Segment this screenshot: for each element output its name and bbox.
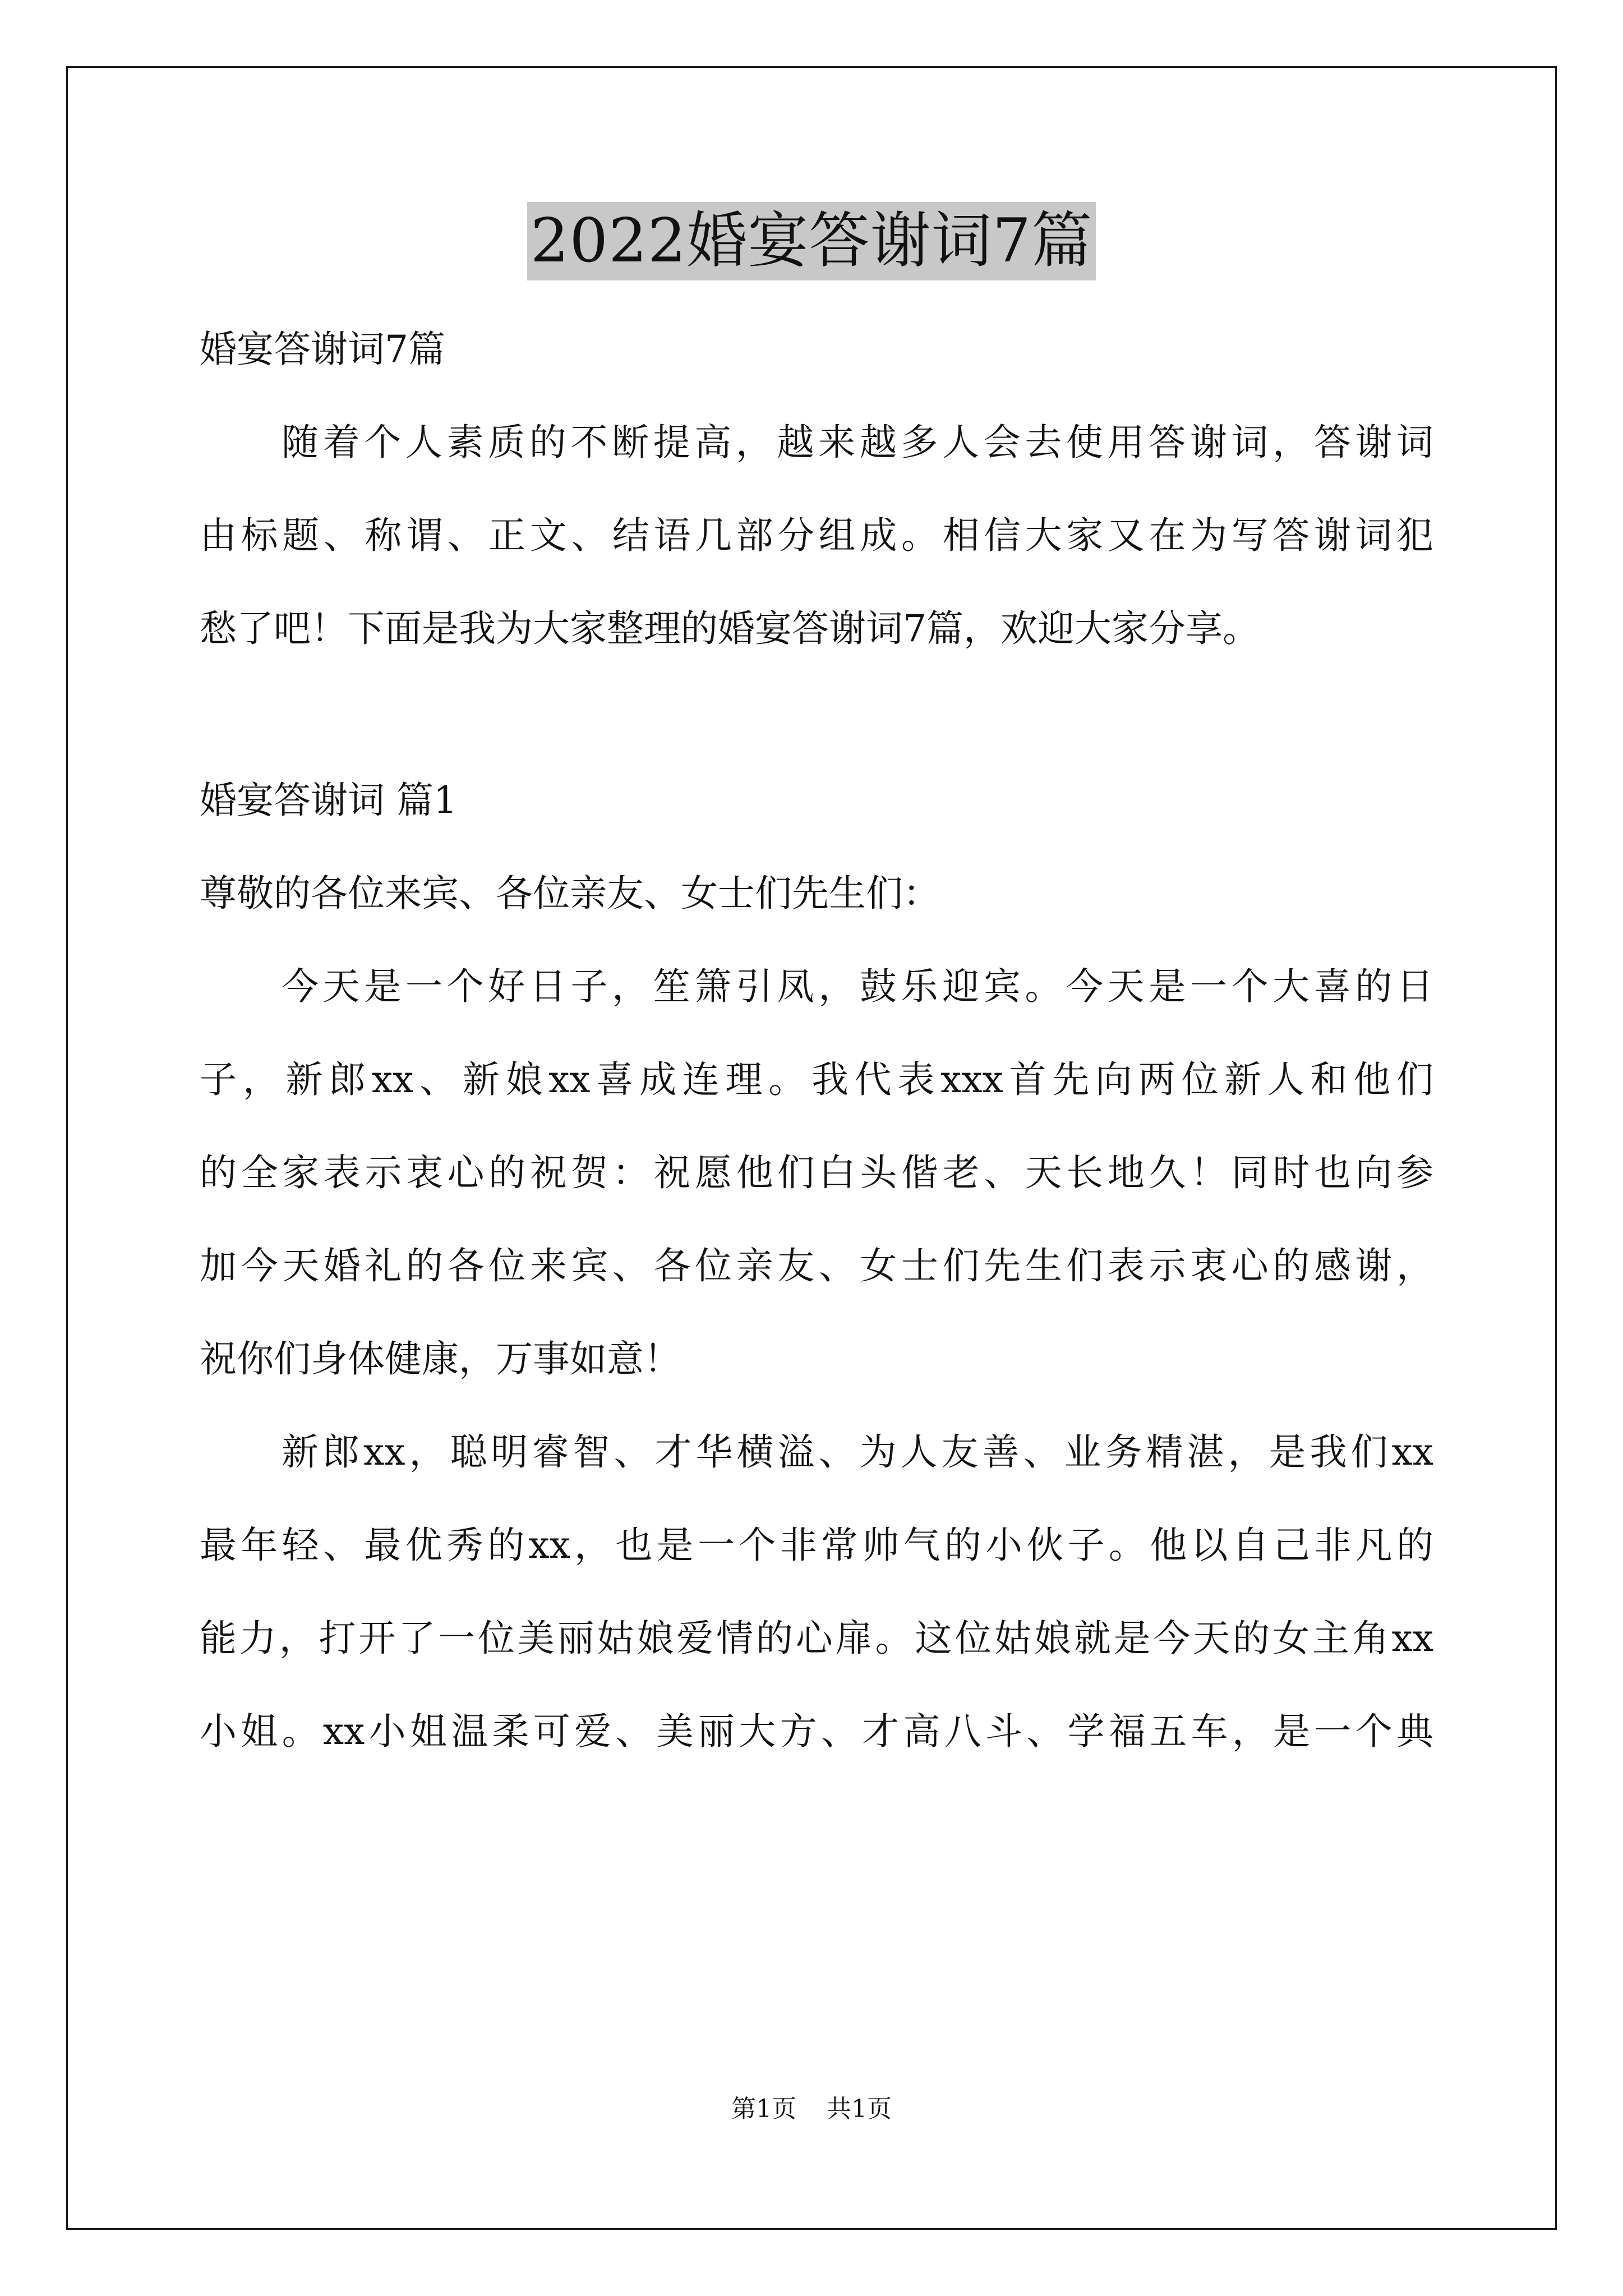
section-heading: 婚宴答谢词 篇1 [200,779,457,822]
paragraph2-line: 新郎xx，聪明睿智、才华横溢、为人友善、业务精湛，是我们xx [282,1430,1433,1474]
page-total: 共1页 [827,2095,892,2123]
document-title: 2022婚宴答谢词7篇 [527,202,1096,280]
page-number: 第1页 [731,2095,796,2123]
paragraph2-line: 能力，打开了一位美丽姑娘爱情的心扉。这位姑娘就是今天的女主角xx [200,1617,1433,1660]
paragraph1-line: 祝你们身体健康，万事如意！ [200,1337,681,1381]
paragraph1-line: 加今天婚礼的各位来宾、各位亲友、女士们先生们表示衷心的感谢， [200,1244,1433,1287]
document-body [200,303,1433,1778]
paragraph1-line: 今天是一个好日子，笙箫引凤，鼓乐迎宾。今天是一个大喜的日 [282,965,1433,1008]
paragraph1-line: 的全家表示衷心的祝贺：祝愿他们白头偕老、天长地久！同时也向参 [200,1151,1433,1194]
document-subtitle: 婚宴答谢词7篇 [200,328,445,371]
intro-line: 由标题、称谓、正文、结语几部分组成。相信大家又在为写答谢词犯 [200,514,1433,557]
intro-line: 愁了吧！下面是我为大家整理的婚宴答谢词7篇，欢迎大家分享。 [200,607,1260,650]
intro-line: 随着个人素质的不断提高，越来越多人会去使用答谢词，答谢词 [282,421,1433,464]
salutation: 尊敬的各位来宾、各位亲友、女士们先生们： [200,872,940,915]
title-container [0,202,1623,280]
section-gap [200,675,1433,754]
paragraph1-line: 子，新郎xx、新娘xx喜成连理。我代表xxx首先向两位新人和他们 [200,1058,1433,1101]
paragraph2-line: 最年轻、最优秀的xx，也是一个非常帅气的小伙子。他以自己非凡的 [200,1524,1433,1567]
page-footer [0,2092,1623,2126]
paragraph2-line: 小姐。xx小姐温柔可爱、美丽大方、才高八斗、学福五车，是一个典 [200,1710,1433,1753]
